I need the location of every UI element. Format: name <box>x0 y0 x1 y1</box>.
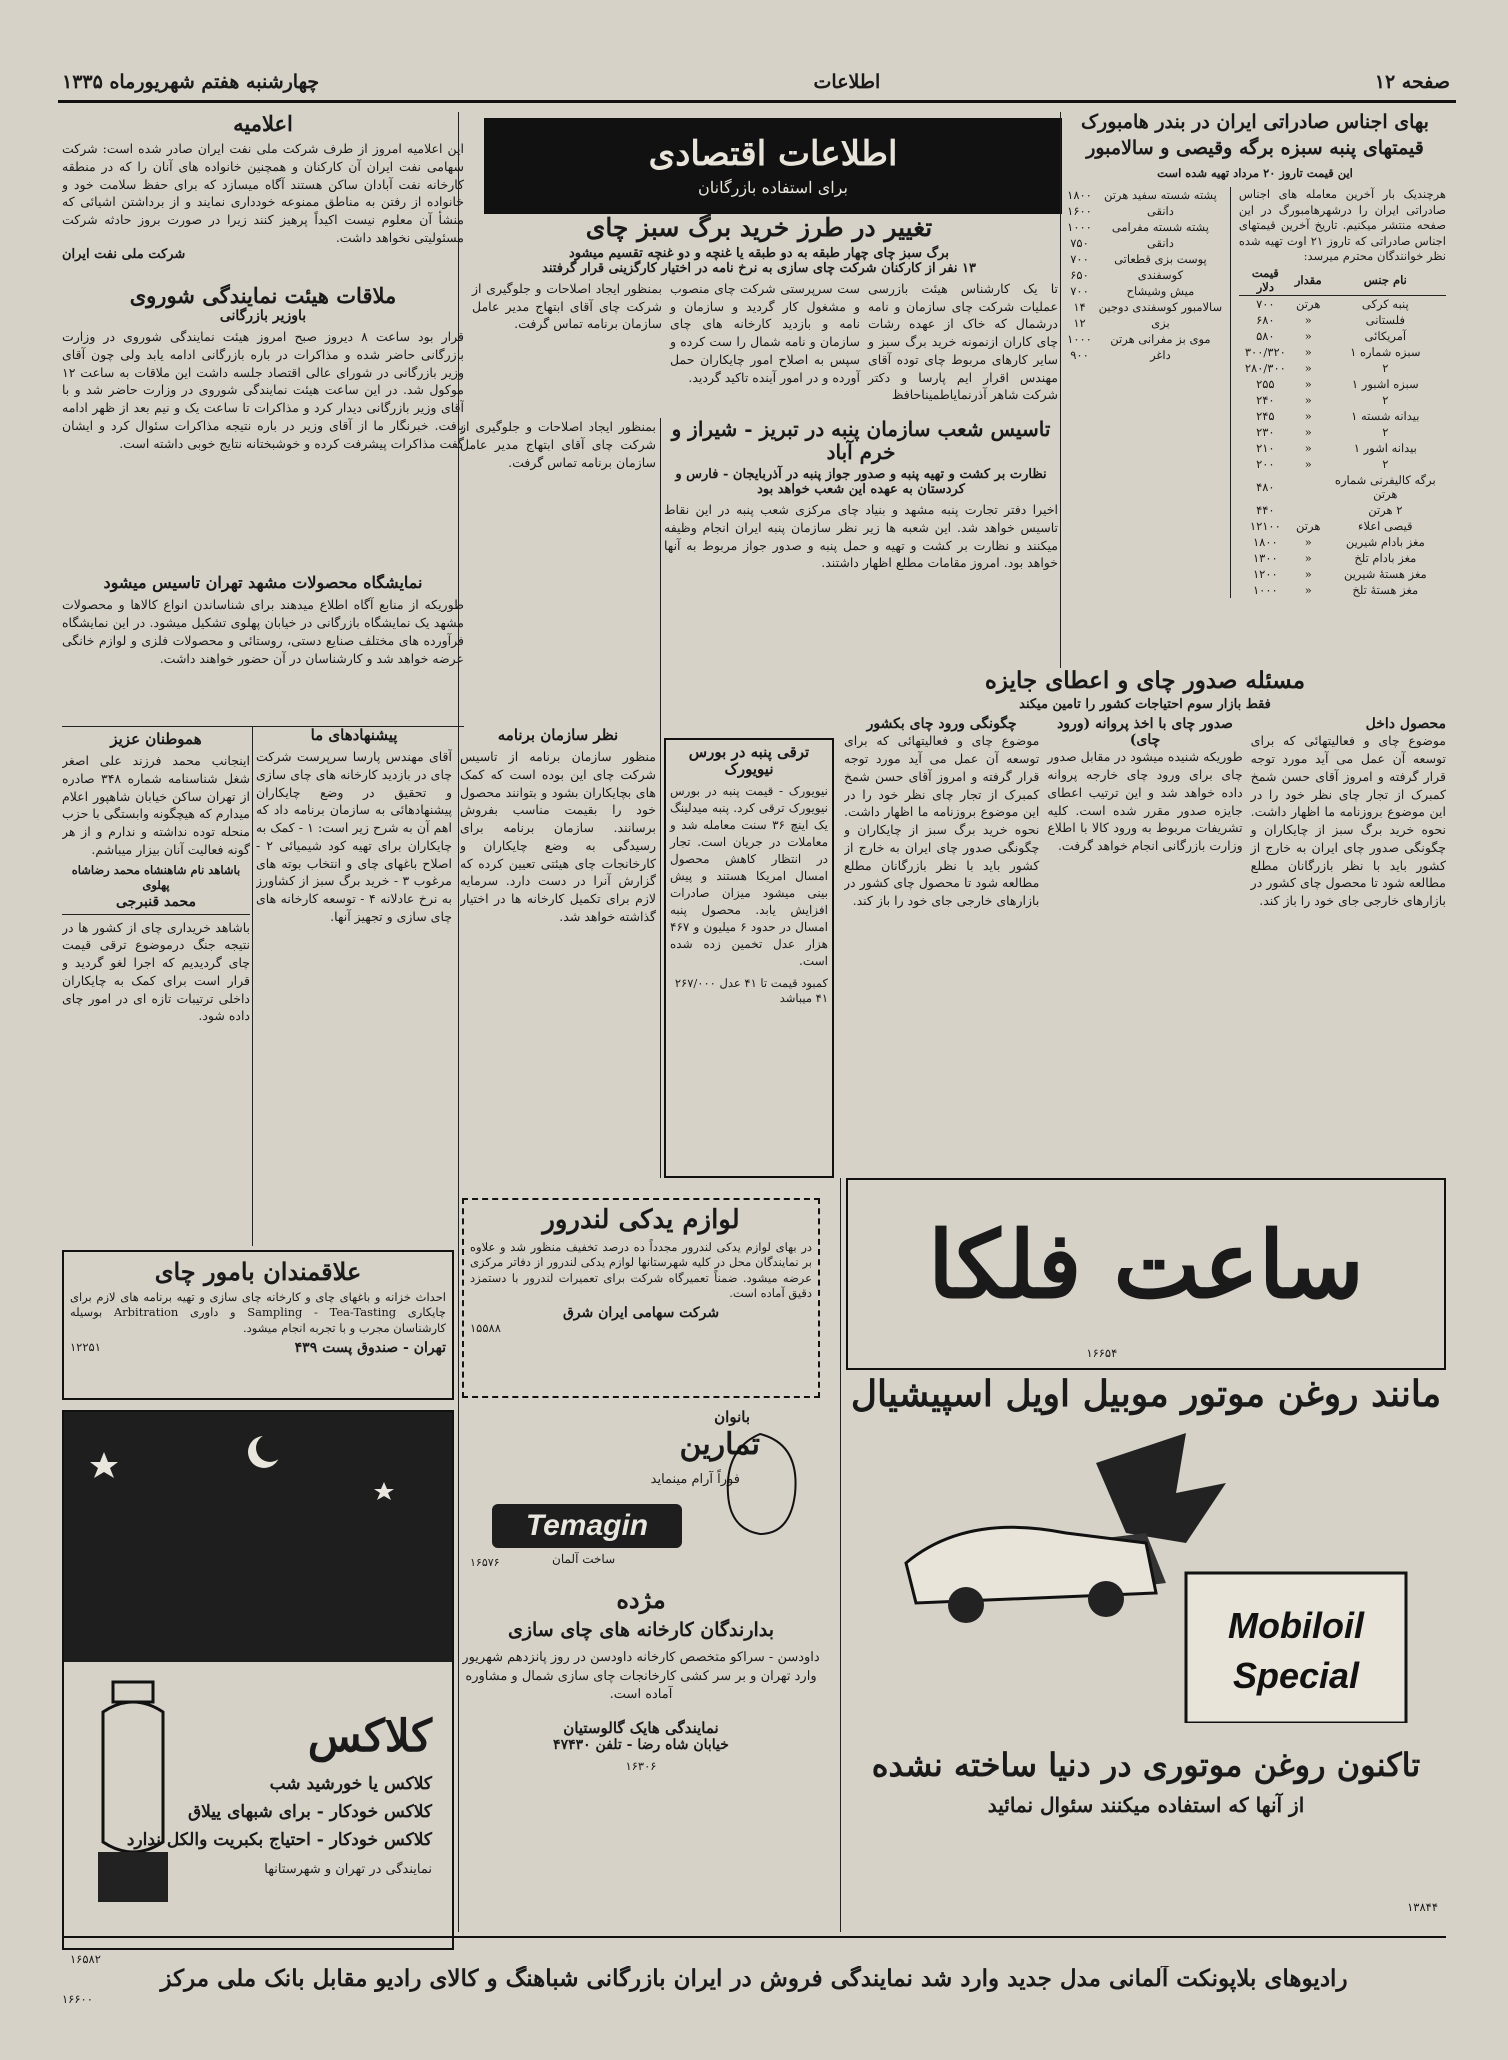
table-cell: پوست بزی قطعاتی <box>1114 252 1207 267</box>
cotton-title: تاسیس شعب سازمان پنبه در تبریز - شیراز و خرم آباد <box>671 418 1051 464</box>
table-row <box>1064 251 1226 267</box>
tea-export-article <box>844 668 1446 1168</box>
table-cell: « <box>1304 392 1312 407</box>
exports-article <box>1064 112 1446 672</box>
table-cell: ۵۸۰ <box>1256 328 1275 343</box>
notice-title: هموطنان عزیز <box>110 730 202 748</box>
table-cell: ۱۰۰۰ <box>1067 220 1092 235</box>
table-cell: « <box>1304 408 1312 423</box>
table-cell: ۲۱۰ <box>1256 440 1275 455</box>
table-cell: پنبه کرکی <box>1361 296 1409 311</box>
table-row <box>1064 219 1226 235</box>
tea-export-body: موضوع چای و فعالیتهائی که برای توسعه آن عمل می آید مورد توجه قرار گرفته و امروز آقای حسن شمخ کمبرک از تجار چای نظر خود را در این موضوع بروزنامه ما اظهار داشت. نحوه خرید برگ سبز از چایکاران و چگونگی صدور چای ایران به خارج از کشور باید با نظر بازرگانان مطلع مطالعه شود تا محصول چای کشور در بازارهای خارجی جای خود را باز کند. <box>1250 733 1446 909</box>
lantern-icon <box>78 1672 188 1922</box>
table-cell: سالامبور کوسفندی دوجین <box>1098 300 1223 315</box>
kelax-line-1: کلاکس یا خورشید شب <box>269 1774 432 1794</box>
soviet-title: ملاقات هیئت نمایندگی شوروی <box>129 284 397 308</box>
table-cell: ۷۵۰ <box>1070 236 1089 251</box>
table-cell: بیدانه شسته ۱ <box>1351 408 1420 423</box>
table-cell: برگه کالیفرنی شماره هرتن <box>1334 472 1436 501</box>
table-cell: فلستانی <box>1365 312 1405 327</box>
kelax-agent: نمایندگی در تهران و شهرستانها <box>264 1862 432 1877</box>
banner-subtitle: برای استفاده بازرگانان <box>698 178 848 198</box>
suggestions-body: آقای مهندس پارسا سرپرست شرکت چای در بازدید کارخانه های چای سازی و تحقیق در وضع چایکاران پیشنهادهائی به سازمان برنامه داد که اهم آن به شرح زیر است: ۱ - کمک به چایکاران برای تهیه کود شیمیائی ۲ - اصلاح باغهای چای و انتخاب بوته های مرغوب ۳ - خرید برگ سبز از کشاورز به نرخ عادلانه ۴ - توسعه کارخانه های چای سازی و تجهیز آنها. <box>256 749 452 924</box>
col-header: نام جنس <box>1325 265 1446 296</box>
table-cell: قیصی اعلاء <box>1358 518 1413 533</box>
notice-body-2: باشاهد خریداری چای از کشور ها در نتیجه جنگ درموضوع ترقی قیمت چای گردیدیم که اجرا لغو گردید و قرار است برای کمک به چایکاران داخلی ترتیبات تازه ای در امور چای داده شود. <box>62 919 250 1024</box>
soviet-article <box>62 284 464 574</box>
table-cell: ۲۸۰/۳۰۰ <box>1244 360 1286 375</box>
section-banner <box>484 118 1062 214</box>
table-cell: سبزه اشبور ۱ <box>1351 376 1419 391</box>
table-cell: ۷۰۰ <box>1256 296 1275 311</box>
table-cell: ۶۸۰ <box>1256 312 1275 327</box>
table-cell <box>1292 502 1325 518</box>
tea-col-3: بمنظور ایجاد اصلاحات و جلوگیری از شرکت چای آقای ابتهاج مدیر عامل سازمان برنامه تماس گرفت. <box>472 280 662 332</box>
mojdeh-title: مژده <box>616 1586 666 1614</box>
cotton-ny-footer: کمبود قیمت تا ۴۱ عدل ۲۶۷/۰۰۰ ۴۱ میباشد <box>674 975 828 1006</box>
table-cell: ۱۲۱۰۰ <box>1249 518 1281 533</box>
soviet-body: قرار بود ساعت ۸ دیروز صبح امروز هیئت نمایندگی شوروی در وزارت بازرگانی حاضر شده و مذاکرات در باره بازرگانی ادامه یابد ولی چون آقای وزیر بازرگانی در شورای عالی اقتصاد جلسه داشت این ملاقات به ساعت ۱۲ موکول شد. در این ساعت هیئت نمایندگی شوروی در وزارت حاضر شد و با آقای وزیر بازرگانی دیدار کرد و مذاکرات تا ساعت یک و نیم بعد از ظهر ادامه یافت. خبرنگار ما از آقای وزیر در باره نتیجه مذاکرات سئوال کرد و ایشان گفت مذاکرات پیشرفت کرده و خوشبختانه نتایج خوبی داشته است. <box>62 329 464 451</box>
tea-shop-code: ۱۲۲۵۱ <box>70 1340 101 1355</box>
table-cell: ۱۰۰۰ <box>1252 582 1278 597</box>
temagin-code: ۱۶۵۷۶ <box>470 1556 500 1569</box>
announcement-body: این اعلامیه امروز از طرف شرکت ملی نفت ایران صادر شده است: شرکت سهامی نفت ایران آن کارکنان و همچنین خانواده های آنان را که در منطقه کارخانه نفت آبادان ساکن هستند آگاه میسازد که برای حفظ سلامت خود و خانواده از رفتن به مناطق ممنوعه خودداری نمایند و از برداشتن اشیائی که منشأ آن معلوم نیست اکیداً پرهیز کنند زیرا در صورت بروز حادثه شرکت مسئولیتی نخواهد داشت. <box>62 141 464 245</box>
announcement-signature: شرکت ملی نفت ایران <box>62 246 186 262</box>
notice-signature: محمد قنبرجی <box>115 893 197 910</box>
cotton-ny-title: ترقی پنبه در بورس نیویورک <box>688 743 810 779</box>
night-sky-illustration <box>64 1412 452 1662</box>
oil-can-icon <box>1186 1573 1406 1723</box>
table-cell: ۲۴۰ <box>1256 392 1275 407</box>
notice-body: اینجانب محمد فرزند علی اصغر شغل شناسنامه شماره ۳۴۸ صادره از تهران ساکن خیابان شاهپور اعلام میدارم که هیچگونه وابستگی با حزب منحله توده نداشته و ندارم و از هر گونه فعالیت آنان بیزار میباشم. <box>62 753 250 857</box>
page-number: صفحه ۱۲ <box>1374 71 1450 93</box>
table-cell: میش وشیشاح <box>1126 284 1195 299</box>
table-row <box>1239 360 1446 376</box>
tea-export-subtitle: فقط بازار سوم احتیاجات کشور را تامین میکند <box>1019 697 1271 713</box>
temagin-title-top: بانوان <box>714 1408 750 1426</box>
table-row <box>1064 187 1226 203</box>
table-row <box>1239 456 1446 472</box>
plan-org-title: نظر سازمان برنامه <box>497 726 619 744</box>
table-cell: ۲۴۵ <box>1256 408 1275 423</box>
table-row <box>1064 267 1226 283</box>
table-cell: بزی <box>1151 316 1170 331</box>
table-row <box>1239 295 1446 312</box>
table-cell: ۷۰۰ <box>1070 252 1089 267</box>
table-cell: ۱۳۰۰ <box>1252 550 1278 565</box>
table-cell: ۲ هرتن <box>1368 502 1403 517</box>
cotton-body: اخیرا دفتر تجارت پنبه مشهد و بنیاد چای مرکزی شعب پنبه در این نقاط تاسیس خواهد شد. این شعبه ها زیر نظر سازمان پنبه ایران انجام وظیفه میکنند و نظارت بر کشت و تهیه و حمل پنبه و صدور جواز مربوط به آنها خواهد بود. امروز مقامات مطلع اظهار داشتند. <box>664 502 1058 571</box>
table-cell: « <box>1304 550 1312 565</box>
mojdeh-subtitle: بدارندگان کارخانه های چای سازی <box>507 1618 775 1641</box>
mobiloil-illustration <box>846 1423 1446 1723</box>
table-row <box>1239 534 1446 550</box>
kelax-ad <box>62 1410 454 1950</box>
tea-export-sub-b: چگونگی ورود چای بکشور <box>866 716 1017 733</box>
cotton-ny-body: نیویورک - قیمت پنبه در بورس نیویورک ترقی کرد. پنبه میدلینگ یک اینچ ۳۶ سنت معامله شد و معاملات در جریان است. تجار در انتظار کاهش محصول امسال امریکا هستند و پیش بینی میشود میزان صادرات افزایش یابد. محصول پنبه امسال در حدود ۶ میلیون و ۴۶۷ هزار عدل تخمین زده شده است. <box>670 783 828 968</box>
paper-name: اطلاعات <box>813 71 881 93</box>
table-cell: « <box>1304 566 1312 581</box>
table-cell: ۱۸۰۰ <box>1067 188 1092 203</box>
footer-ad-text: رادیوهای بلاپونکت آلمانی مدل جدید وارد شد نمایندگی فروش در ایران بازرگانی شباهنگ و کالای رادیو مقابل بانک ملی مرکز <box>160 1966 1348 1992</box>
landrover-ad <box>462 1198 820 1398</box>
cotton-subtitle: نظارت بر کشت و تهیه پنبه و صدور جواز پنبه در آذربایجان - فارس و کردستان به عهده این شعب خواهد بود <box>675 467 1047 497</box>
table-row <box>1239 566 1446 582</box>
kelax-brand: کلاکس <box>307 1711 432 1762</box>
col-header: مقدار <box>1292 265 1325 296</box>
notice-article <box>62 730 250 1246</box>
table-cell: هرتن <box>1296 518 1321 533</box>
table-row <box>1239 440 1446 456</box>
table-cell: پشته شسته مفرامی <box>1111 220 1210 235</box>
table-cell: ۷۰۰ <box>1070 284 1089 299</box>
table-row <box>1239 376 1446 392</box>
mobiloil-code: ۱۳۸۴۴ <box>1407 1900 1438 1915</box>
mobiloil-brand-2: Special <box>1232 1655 1360 1697</box>
header-rule <box>58 100 1456 103</box>
table-cell: ۲ <box>1382 392 1389 407</box>
table-row <box>1239 502 1446 518</box>
table-cell: ۱۸۰۰ <box>1252 534 1278 549</box>
table-row <box>1064 299 1226 315</box>
exhibition-body: طوریکه از منابع آگاه اطلاع میدهند برای شناساندن انواع کالاها و محصولات مشهد یک نمایشگاه بازرگانی در خیابان پهلوی تشکیل میشود. در این نمایشگاه فرآورده های مختلف صنایع دستی، روستائی و محصولات فلزی و لوازم خانگی عرضه خواهد شد و کارشناسان در آن حضور خواهند داشت. <box>62 597 464 666</box>
footer-ad-code: ۱۶۶۰۰ <box>62 1992 93 2007</box>
moon-icon <box>64 1412 452 1662</box>
felka-title: ساعت فلکا <box>928 1211 1364 1319</box>
landrover-title: لوازم یدکی لندرور <box>542 1205 740 1235</box>
mojdeh-body: داودسن - سراکو متخصص کارخانه داودسن در روز پانزدهم شهریور وارد تهران و بر سر کشی کارخانجات چای سازی شمال و مشاوره آماده است. <box>462 1650 820 1703</box>
landrover-code: ۱۵۵۸۸ <box>470 1320 501 1335</box>
table-cell: « <box>1304 534 1312 549</box>
table-row <box>1239 312 1446 328</box>
table-row <box>1239 408 1446 424</box>
tea-title: تغییر در طرز خرید برگ سبز چای <box>585 214 933 242</box>
felka-code: ۱۶۶۵۴ <box>1086 1346 1118 1361</box>
table-cell: مغز بادام شیرین <box>1345 534 1425 549</box>
exports-date-note: این قیمت تاروز ۲۰ مرداد تهیه شده است <box>1157 165 1353 180</box>
table-cell: « <box>1304 456 1312 471</box>
tea-export-sub-a: صدور چای با اخذ پروانه (ورود چای) <box>1057 716 1233 749</box>
mobiloil-sub: از آنها که استفاده میکنند سئوال نمائید <box>987 1793 1305 1818</box>
col-header: قیمت دلار <box>1239 265 1292 296</box>
table-cell: مغز هستهٔ تلخ <box>1352 582 1419 597</box>
table-cell: بیدانه اشور ۱ <box>1353 440 1417 455</box>
table-row <box>1239 392 1446 408</box>
table-cell: ۲۰۰ <box>1256 456 1275 471</box>
table-cell: آمریکائی <box>1364 328 1407 343</box>
table-cell: پشته شسته سفید هرتن <box>1103 188 1217 203</box>
table-cell: ۲ <box>1382 360 1389 375</box>
table-cell: ۶۵۰ <box>1070 268 1089 283</box>
table-cell: « <box>1304 424 1312 439</box>
mobiloil-headline: مانند روغن موتور موبیل اویل اسپیشیال <box>850 1374 1442 1415</box>
table-cell: ۹۰۰ <box>1070 348 1089 363</box>
table-cell: « <box>1304 582 1312 597</box>
tea-export-body-b: طوریکه شنیده میشود در مقابل صدور چای برای ورود چای خارجه پروانه داده خواهد شد و این ترتیب اعطای جایزه صدور مقرر شده است. کلیه تشریفات مربوط به ورود کالا با اطلاع وزارت بازرگانی انجام خواهد گرفت. <box>1047 749 1243 854</box>
temagin-title-main: تمارین <box>679 1427 760 1462</box>
mojdeh-rep: نمایندگی هایک گالوستیان <box>563 1718 719 1737</box>
table-row <box>1064 331 1226 347</box>
tea-export-title: مسئله صدور چای و اعطای جایزه <box>984 668 1306 694</box>
table-cell: مغز بادام تلخ <box>1354 550 1417 565</box>
temagin-tagline: فوراً آرام مینماید <box>650 1472 740 1487</box>
table-row <box>1239 344 1446 360</box>
felka-ad <box>846 1178 1446 1370</box>
table-row <box>1064 315 1226 331</box>
table-cell: ۴۴۰ <box>1256 502 1275 517</box>
table-cell: ۲ <box>1382 424 1389 439</box>
table-cell: « <box>1304 344 1312 359</box>
table-cell: ۱۴ <box>1073 300 1086 315</box>
table-cell: ۲ <box>1382 456 1389 471</box>
table-cell: کوسفندی <box>1137 268 1184 283</box>
suggestions-article <box>256 726 452 1166</box>
exports-intro: هرچندیک بار آخرین معامله های اجناس صادراتی ایران را درشهرهامبورگ در این صفحه منتشر میکنیم. تاریخ آخرین قیمتهای اجناس صادراتی که تاروز ۲۱ اوت تهیه شده نظر خوانندگان محترم میرسد: <box>1238 187 1446 264</box>
exports-table-b <box>1064 187 1226 363</box>
exports-title-2: قیمتهای پنبه سبزه برگه وقیصی و سالامبور <box>1086 136 1424 159</box>
announcement-article <box>62 112 464 292</box>
table-cell: « <box>1304 440 1312 455</box>
exports-title-1: بهای اجناس صادراتی ایران در بندر هامبورک <box>1081 112 1429 133</box>
table-cell: « <box>1304 360 1312 375</box>
table-cell: ۱۲ <box>1073 316 1086 331</box>
tea-shop-contact: تهران - صندوق پست ۴۳۹ <box>294 1340 446 1357</box>
table-cell: « <box>1304 312 1312 327</box>
tea-col-1: تا یک کارشناس هیئت بازرسی عملیات شرکت چای سازمان و نامه درشمال که خاک از عهده رشات چای کاران ازنمونه خرید برگ سبز و سایر کارهای مربوط چای توده آقای مهندس اقرار ایم پارسا و دکتر شرکت شاهر آذرنمایاطمیناحافظ <box>868 280 1058 403</box>
table-cell <box>1292 472 1325 502</box>
table-row <box>1064 283 1226 299</box>
notice-footer: باشاهد نام شاهنشاه محمد رضاشاه پهلوی <box>71 862 241 893</box>
table-row <box>1064 203 1226 219</box>
mobiloil-ad <box>846 1374 1446 1922</box>
table-row <box>1239 582 1446 598</box>
kelax-line-2: کلاکس خودکار - برای شبهای ییلاق <box>187 1802 432 1822</box>
table-cell: ۴۸۰ <box>1256 479 1275 494</box>
soviet-subtitle: باوزیر بازرگانی <box>219 308 307 325</box>
suggestions-title: پیشنهادهای ما <box>310 726 398 744</box>
mojdeh-code: ۱۶۳۰۶ <box>625 1758 657 1773</box>
table-cell: موی بز مفرانی هرتن <box>1110 332 1211 347</box>
tea-shop-body: احداث خزانه و باغهای چای و کارخانه چای سازی و تهیه برنامه های لازم برای چایکاری Sampling - Tea-Tasting و داوری Arbitration بوسیله کارشناسان مجرب و با تجربه انجام میشود. <box>70 1289 446 1335</box>
tea-column-continued: بمنظور ایجاد اصلاحات و جلوگیری از شرکت چای آقای ابتهاج مدیر عامل سازمان برنامه تماس گرفت. <box>460 419 656 470</box>
cotton-ny-article <box>664 738 834 1178</box>
exhibition-title: نمایشگاه محصولات مشهد تهران تاسیس میشود <box>103 574 423 592</box>
landrover-company: شرکت سهامی ایران شرق <box>562 1304 720 1321</box>
table-cell: ۲۳۰ <box>1256 424 1275 439</box>
table-row <box>1064 347 1226 363</box>
table-cell: دانقی <box>1146 204 1174 219</box>
plan-org-body: منظور سازمان برنامه از تاسیس شرکت چای این بوده است که کمک های بچایکاران بشود و بتوانند محصول خود را بقیمت مناسب بفروش برسانند. سازمان برنامه برای رسیدگی به وضع چایکاران و کارخانجات چای هیئتی تعیین کرده که گزارش آنرا در دست دارد. سرمایه لازم برای تکمیل کارخانه ها در اختیار گذاشته خواهد شد. <box>460 749 656 924</box>
issue-date: چهارشنبه هفتم شهریورماه ۱۳۳۵ <box>62 71 320 93</box>
face-illustration <box>700 1424 820 1544</box>
tea-export-subhead: محصول داخل <box>1365 716 1446 733</box>
table-cell: داغر <box>1150 348 1171 363</box>
table-row <box>1239 328 1446 344</box>
exhibition-article <box>62 574 464 724</box>
table-cell: مغز هستهٔ شیرین <box>1343 566 1427 581</box>
masthead <box>62 62 1450 102</box>
table-cell: سبزه شماره ۱ <box>1350 344 1421 359</box>
tea-article <box>460 214 1058 416</box>
mojdeh-address: خیابان شاه رضا - تلفن ۴۷۴۳۰ <box>553 1736 729 1753</box>
car-icon <box>906 1528 1156 1624</box>
mobiloil-brand-1: Mobiloil <box>1228 1605 1364 1647</box>
table-row <box>1239 518 1446 534</box>
table-cell: ۳۰۰/۳۲۰ <box>1244 344 1286 359</box>
plan-org-article <box>460 726 656 1166</box>
cotton-article <box>664 418 1058 666</box>
exports-table-a <box>1239 265 1446 598</box>
table-cell: دانقی <box>1146 236 1174 251</box>
table-cell: ۲۵۵ <box>1256 376 1275 391</box>
temagin-ad <box>462 1404 820 1574</box>
banner-title: اطلاعات اقتصادی <box>648 133 898 174</box>
tea-shop-ad <box>62 1250 454 1400</box>
mojdeh-ad <box>462 1586 820 1926</box>
footer-ad <box>62 1966 1446 2026</box>
kelax-line-3: کلاکس خودکار - احتیاج بکبریت والکل ندارد <box>126 1830 432 1850</box>
table-cell: « <box>1304 328 1312 343</box>
kelax-code: ۱۶۵۸۲ <box>70 1952 101 1966</box>
table-cell: هرتن <box>1296 296 1321 311</box>
table-cell: ۱۲۰۰ <box>1252 566 1278 581</box>
table-row <box>1064 235 1226 251</box>
tea-subtitle-2: ۱۳ نفر از کارکنان شرکت چای سازی به نرخ نامه در اختیار کارگزینی قرار گرفتند <box>542 260 976 276</box>
temagin-origin: ساخت آلمان <box>552 1552 616 1566</box>
mobiloil-tagline: تاکنون روغن موتوری در دنیا ساخته نشده <box>871 1746 1421 1785</box>
table-cell: ۱۰۰۰ <box>1067 332 1092 347</box>
landrover-body: در بهای لوازم یدکی لندرور مجدداً ده درصد تخفیف منظور شد و علاوه بر نمایندگان محل در کلیه شهرستانها لوازم یدکی لندرور از دفاتر مرکزی عرضه میشود. ضمناً تعمیرگاه شرکت برای تعمیرات لندرور با دستمزد دقیق آماده است. <box>470 1239 812 1301</box>
table-cell: « <box>1304 376 1312 391</box>
table-cell: ۱۶۰۰ <box>1067 204 1092 219</box>
table-row <box>1239 424 1446 440</box>
announcement-title: اعلامیه <box>233 112 293 136</box>
tea-col-2: ست سرپرستی شرکت چای منصوب و مشغول کار گردید و سازمان و نامه و بازدید کارخانه های چای سازمان و نامه شمال را ست کرده و سپس به اصلاح امور چایکاران حمل آورده و در امور آینده تاکید گردید. <box>670 280 860 385</box>
table-row <box>1239 550 1446 566</box>
table-row <box>1239 472 1446 502</box>
tea-shop-title: علاقمندان بامور چای <box>154 1257 362 1286</box>
temagin-brand: Temagin <box>492 1504 682 1548</box>
tea-export-body-c: موضوع چای و فعالیتهائی که برای توسعه آن عمل می آید مورد توجه قرار گرفته و امروز آقای حسن شمخ کمبرک از تجار چای نظر خود را در این موضوع بروزنامه ما اظهار داشت. نحوه خرید برگ سبز از چایکاران و چگونگی صدور چای ایران به خارج از کشور باید با نظر بازرگانان مطلع مطالعه شود تا محصول چای کشور در بازارهای خارجی جای خود را باز کند. <box>844 733 1040 909</box>
tea-subtitle: برگ سبز چای چهار طبقه به دو طبقه یا غنچه و دو غنچه تقسیم میشود <box>569 245 949 261</box>
